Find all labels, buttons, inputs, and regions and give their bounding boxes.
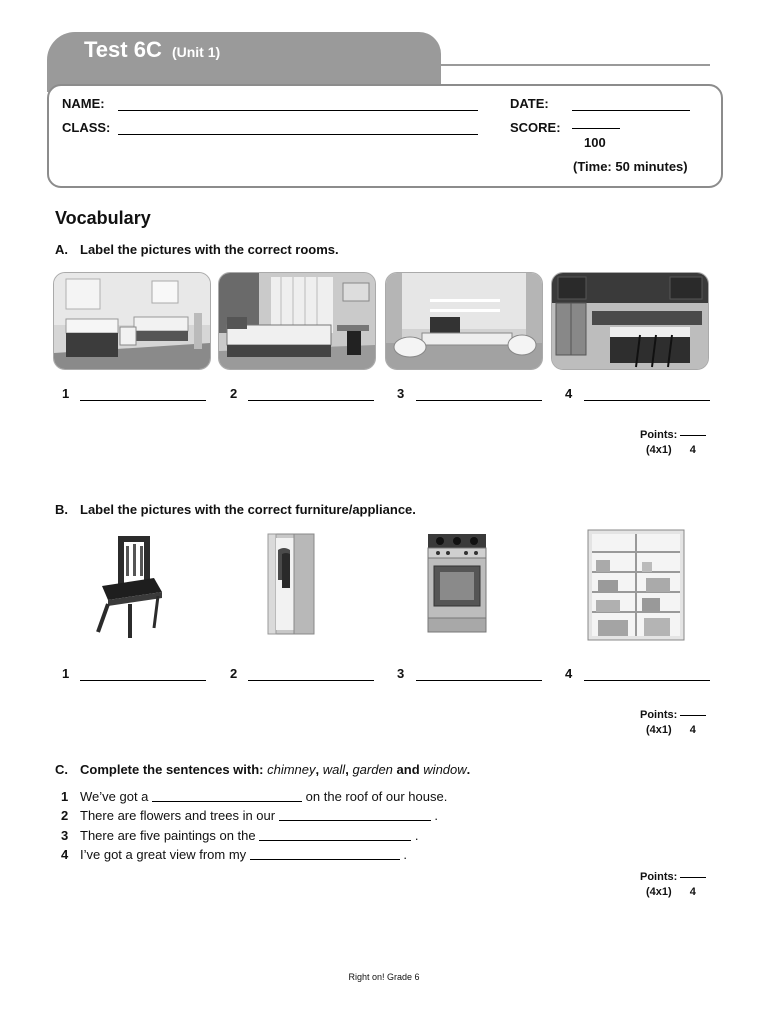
part-b-answer-2[interactable] [248,680,374,681]
sentence-1 [61,789,447,804]
word-window: window [423,762,467,777]
page-footer: Right on! Grade 6 [348,972,420,982]
points-label: Points: [640,709,678,721]
part-a-answer-1[interactable] [80,400,206,401]
kitchen-photo [551,272,709,370]
sentence-after: . [403,847,408,862]
sentence-number: 3 [61,828,69,843]
bathroom-photo [53,272,211,370]
cooker-image [402,528,512,643]
part-b-num-4: 4 [565,666,573,681]
date-label: DATE: [510,96,549,111]
points-total: 4 [689,444,696,456]
part-a-points-field[interactable] [680,435,706,436]
test-unit: (Unit 1) [171,44,221,60]
part-c-points [640,870,706,900]
class-field[interactable] [118,134,478,135]
part-b-num-2: 2 [230,666,238,681]
sentence-after: on the roof of our house. [305,789,448,804]
part-a-instruction [55,242,339,257]
part-c-letter: C. [55,762,68,777]
sentence-number: 2 [61,808,69,823]
sentence-before: We’ve got a [80,789,149,804]
sentence-before: There are five paintings on the [80,828,256,843]
sentence-before: There are flowers and trees in our [80,808,276,823]
part-c-instruction [55,762,470,777]
sentence-2-blank[interactable] [279,820,431,821]
class-label: CLASS: [62,120,111,135]
part-b-points-field[interactable] [680,715,706,716]
date-field[interactable] [572,110,690,111]
sentence-before: I’ve got a great view from my [80,847,247,862]
points-formula: (4x1) [646,886,672,898]
sentence-after: . [434,808,438,823]
sentence-2 [61,808,438,823]
part-c-prefix: Complete the sentences with: [80,762,264,777]
part-a-points [640,428,706,458]
word-and: and [396,762,420,777]
comma: , [345,762,349,777]
comma: , [315,762,320,777]
word-garden: garden [352,762,393,777]
points-label: Points: [640,429,678,441]
points-total: 4 [689,886,696,898]
sentence-4-blank[interactable] [250,859,400,860]
points-formula: (4x1) [646,444,672,456]
test-title [84,37,220,63]
part-b-letter: B. [55,502,68,517]
score-total: 100 [584,135,606,150]
score-label: SCORE: [510,120,561,135]
period: . [466,762,471,777]
part-b-answer-1[interactable] [80,680,206,681]
part-a-text: Label the pictures with the correct rooms. [80,242,339,257]
points-formula: (4x1) [646,724,672,736]
time-note: (Time: 50 minutes) [573,159,688,174]
part-b-answer-4[interactable] [584,680,710,681]
part-a-letter: A. [55,242,68,257]
part-a-num-1: 1 [62,386,70,401]
part-b-num-3: 3 [397,666,405,681]
name-label: NAME: [62,96,105,111]
part-b-answer-3[interactable] [416,680,542,681]
wardrobe-image [238,528,348,643]
test-title-text: Test 6C [84,37,162,62]
sentence-4 [61,847,407,862]
part-a-answer-2[interactable] [248,400,374,401]
sentence-number: 1 [61,789,69,804]
sentence-1-blank[interactable] [152,801,302,802]
part-a-num-3: 3 [397,386,405,401]
sentence-after: . [414,828,419,843]
word-chimney: chimney [267,762,316,777]
chair-image [82,528,192,643]
part-b-points [640,708,706,738]
name-field[interactable] [118,110,478,111]
section-title: Vocabulary [55,208,151,228]
points-label: Points: [640,871,678,883]
part-a-answer-4[interactable] [584,400,710,401]
bookcase-image [582,528,692,643]
sentence-3-blank[interactable] [259,840,411,841]
word-wall: wall [322,762,346,777]
part-b-text: Label the pictures with the correct furniture/appliance. [80,502,416,517]
part-a-num-2: 2 [230,386,238,401]
part-a-answer-3[interactable] [416,400,542,401]
bedroom-photo [218,272,376,370]
part-b-instruction [55,502,416,517]
part-a-num-4: 4 [565,386,573,401]
header-rule [430,64,710,66]
score-field[interactable] [572,128,620,129]
part-b-num-1: 1 [62,666,70,681]
points-total: 4 [689,724,696,736]
living-room-photo [385,272,543,370]
part-c-points-field[interactable] [680,877,706,878]
sentence-3 [61,828,418,843]
sentence-number: 4 [61,847,69,862]
